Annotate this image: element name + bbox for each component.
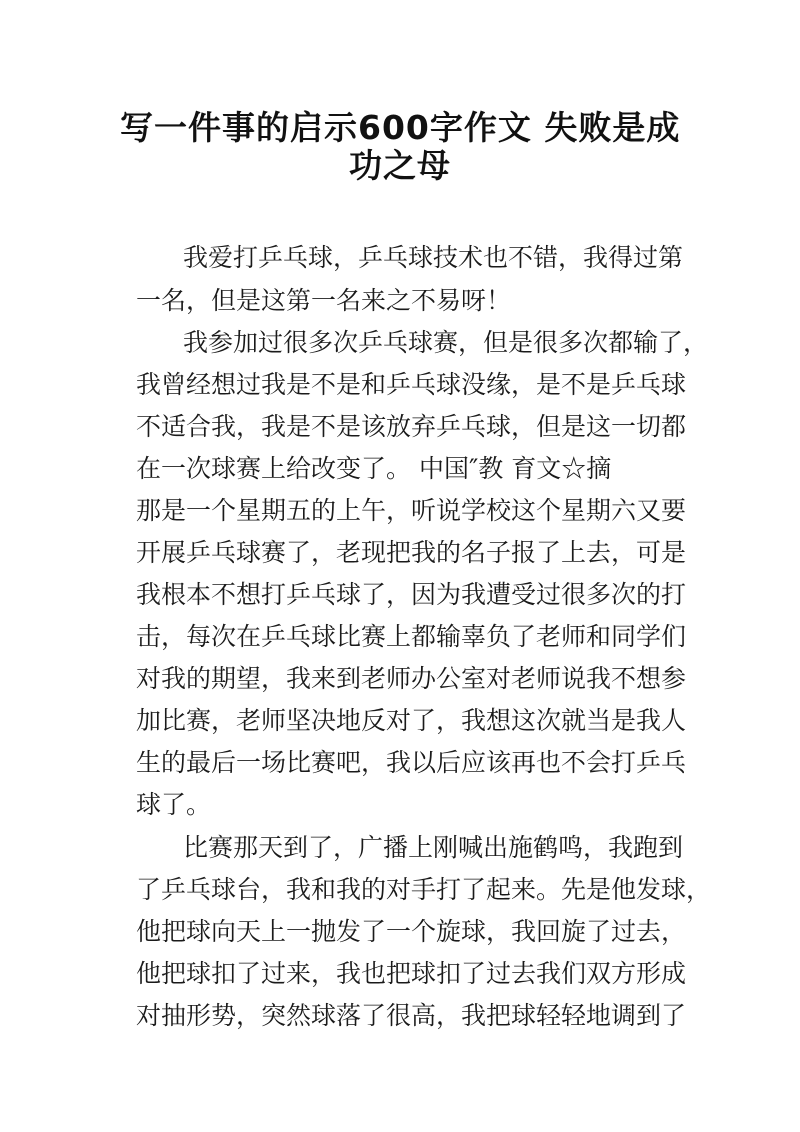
paragraph-line: 对我的期望，我来到老师办公室对老师说我不想参 [136, 664, 687, 693]
paragraph-line: 击，每次在乒乓球比赛上都输辜负了老师和同学们 [136, 622, 687, 651]
paragraph-line: 他把球扣了过来，我也把球扣了过去我们双方形成 [136, 959, 687, 988]
paragraph-line: 一名，但是这第一名来之不易呀！ [136, 286, 512, 315]
paragraph-line: 球了。 [136, 790, 212, 819]
paragraph-line: 我根本不想打乒乓球了，因为我遭受过很多次的打 [136, 580, 687, 609]
document-title-line-1: 写一件事的启示600字作文 失败是成 [120, 108, 681, 147]
paragraph-line: 他把球向天上一抛发了一个旋球，我回旋了过去， [136, 917, 687, 946]
paragraph-line: 对抽形势，突然球落了很高，我把球轻轻地调到了 [136, 1001, 687, 1030]
paragraph-line: 开展乒乓球赛了，老现把我的名子报了上去，可是 [136, 538, 687, 567]
paragraph-line: 生的最后一场比赛吧，我以后应该再也不会打乒乓 [136, 748, 687, 777]
paragraph-line: 了乒乓球台，我和我的对手打了起来。先是他发球， [136, 875, 712, 904]
paragraph-line: 不适合我，我是不是该放弃乒乓球，但是这一切都 [136, 412, 687, 441]
paragraph-line: 我参加过很多次乒乓球赛，但是很多次都输了， [183, 328, 709, 357]
paragraph-line: 那是一个星期五的上午，听说学校这个星期六又要 [136, 496, 687, 525]
paragraph-line: 加比赛，老师坚决地反对了，我想这次就当是我人 [136, 706, 687, 735]
paragraph-line: 我曾经想过我是不是和乒乓球没缘，是不是乒乓球 [136, 370, 687, 399]
paragraph-line: 比赛那天到了，广播上刚喊出施鹤鸣，我跑到 [183, 833, 684, 862]
document-title-line-2: 功之母 [349, 146, 451, 185]
paragraph-line: 我爱打乒乓球，乒乓球技术也不错，我得过第 [183, 243, 684, 272]
paragraph-line: 在一次球赛上给改变了。 中国″教 育文☆摘 [136, 454, 612, 483]
